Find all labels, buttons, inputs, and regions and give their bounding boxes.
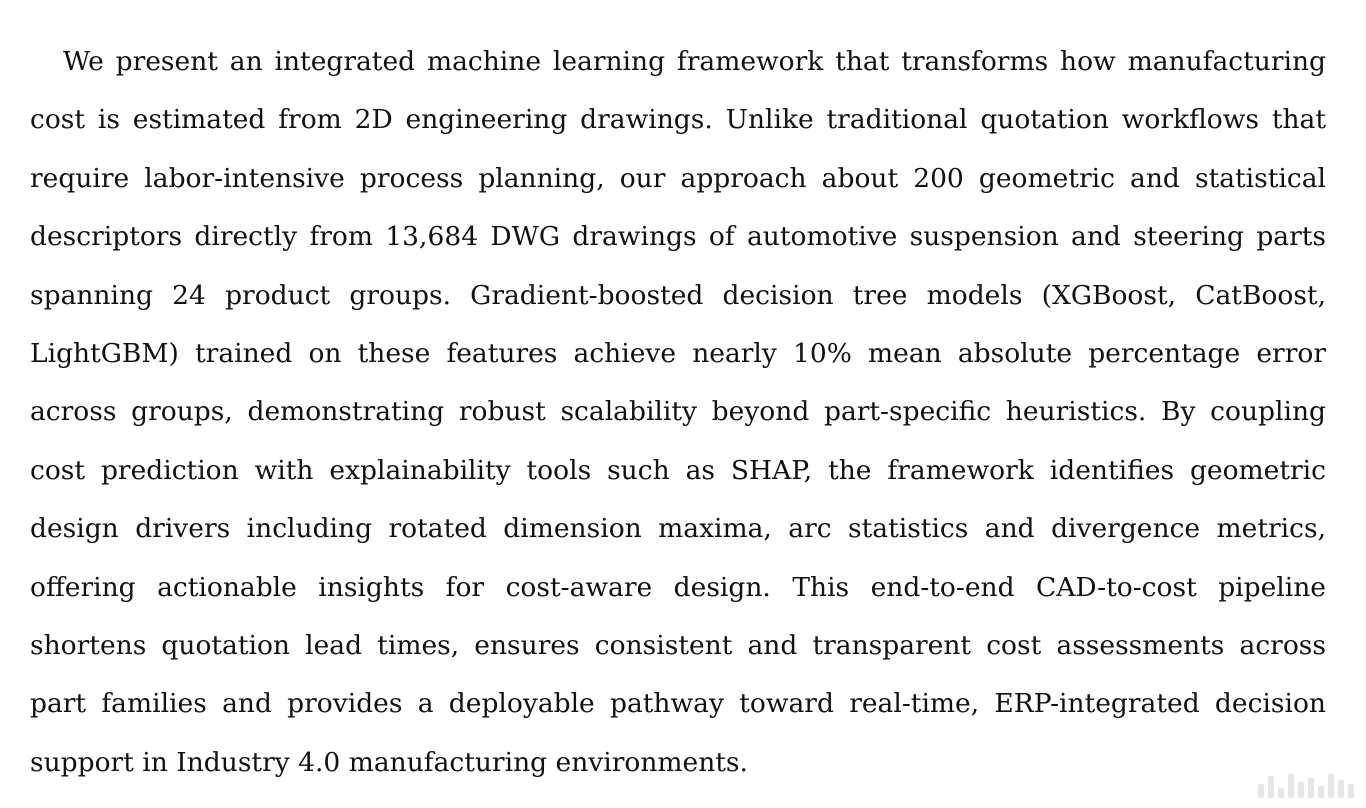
- text-line: part families and provides a deployable pathway toward real-time, ERP-integrated decision: [30, 688, 1326, 720]
- text-line: descriptors directly from 13,684 DWG drawings of automotive suspension and steering parts: [30, 221, 1326, 253]
- abstract-paragraph: [30, 33, 1326, 792]
- text-line: offering actionable insights for cost-aware design. This end-to-end CAD-to-cost pipeline: [30, 571, 1326, 603]
- text-line: require labor-intensive process planning, our approach about 200 geometric and statistical: [30, 162, 1326, 194]
- text-line: shortens quotation lead times, ensures consistent and transparent cost assessments across: [30, 629, 1326, 661]
- text-line: LightGBM) trained on these features achieve nearly 10% mean absolute percentage error: [30, 337, 1326, 369]
- text-line: support in Industry 4.0 manufacturing environments.: [30, 746, 748, 778]
- text-line: cost prediction with explainability tools such as SHAP, the framework identifies geometric: [30, 454, 1326, 486]
- text-line: design drivers including rotated dimension maxima, arc statistics and divergence metrics,: [30, 513, 1326, 545]
- text-line: cost is estimated from 2D engineering drawings. Unlike traditional quotation workflows that: [30, 104, 1326, 136]
- text-line: We present an integrated machine learning framework that transforms how manufacturing: [63, 46, 1326, 77]
- faint-watermark-mark: [1258, 774, 1354, 798]
- text-line: spanning 24 product groups. Gradient-boosted decision tree models (XGBoost, CatBoost,: [30, 279, 1326, 311]
- text-line: across groups, demonstrating robust scalability beyond part-specific heuristics. By coupling: [30, 396, 1326, 428]
